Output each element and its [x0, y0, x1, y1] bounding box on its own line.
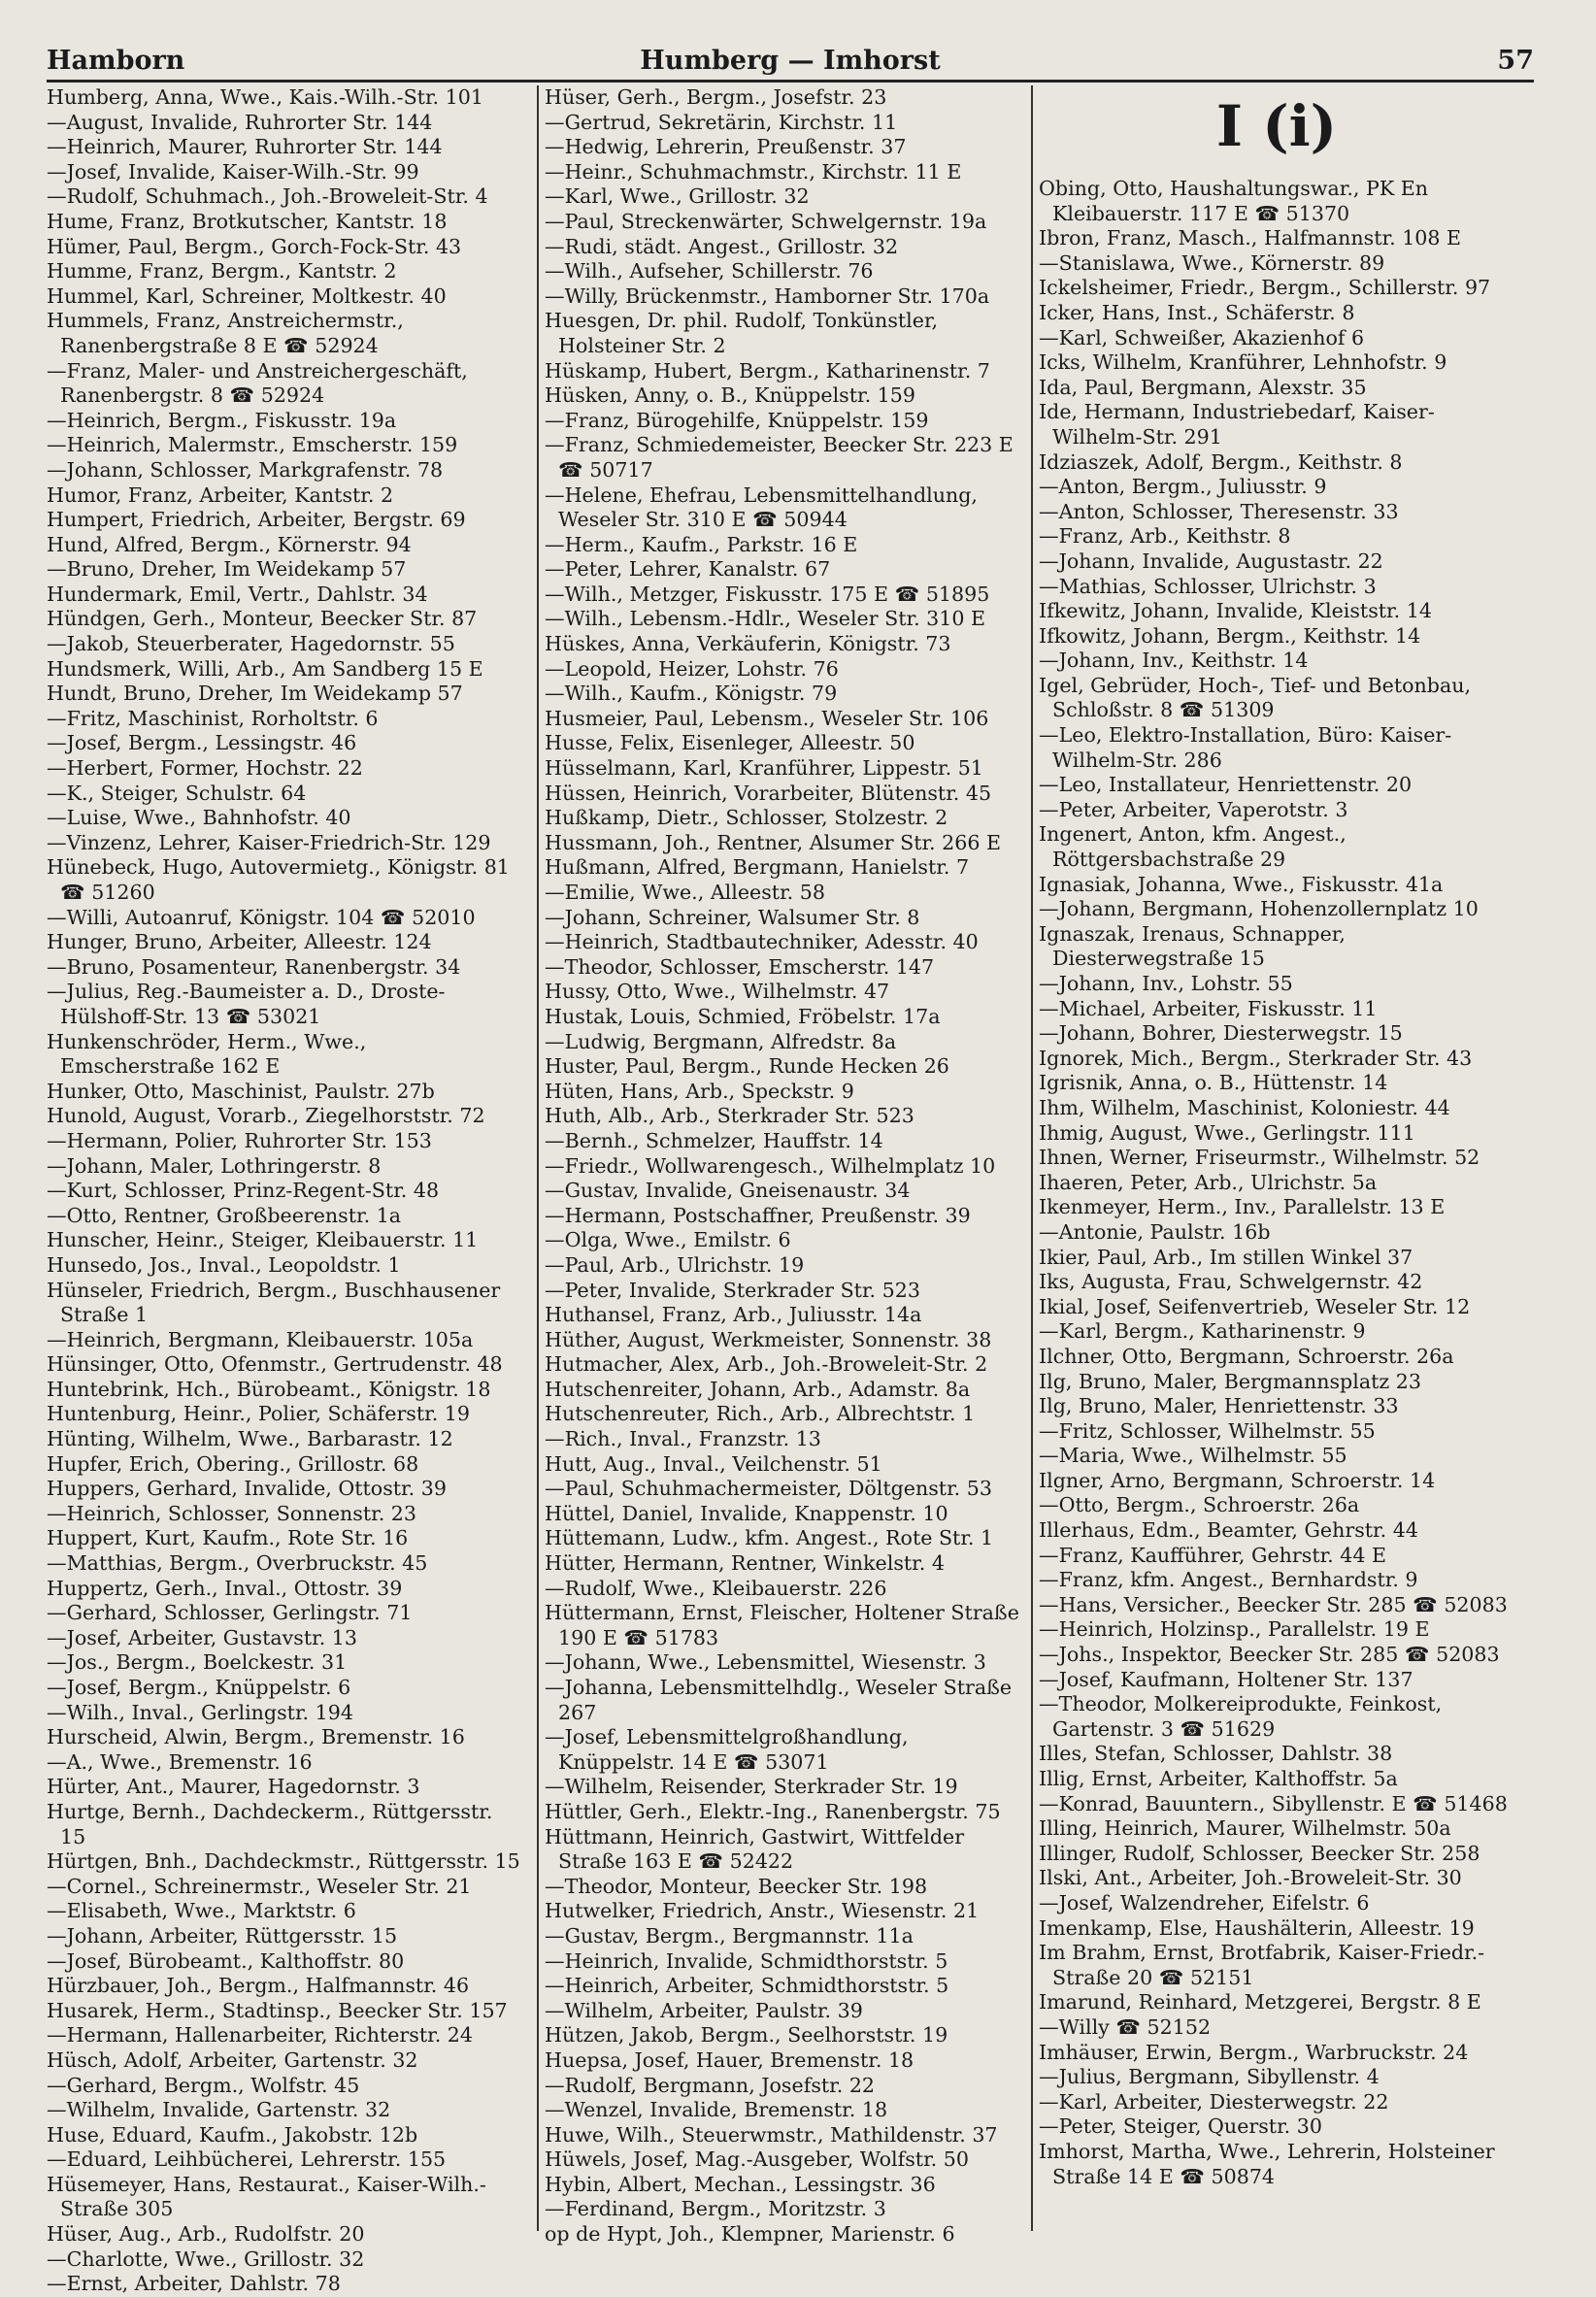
- section-letter: I (i): [1215, 93, 1338, 159]
- directory-entry: —Eduard, Leihbücherei, Lehrerstr. 155: [47, 2147, 447, 2172]
- directory-entry: Ibron, Franz, Masch., Halfmannstr. 108 E: [1039, 226, 1462, 250]
- directory-entry: Hutwelker, Friedrich, Anstr., Wiesenstr. 21: [545, 1899, 980, 1923]
- directory-entry: —Wilhelm, Reisender, Sterkrader Str. 19: [545, 1775, 958, 1799]
- directory-entry: —Hermann, Hallenarbeiter, Richterstr. 24: [47, 2023, 474, 2047]
- directory-entry: Hüsken, Anny, o. B., Knüppelstr. 159: [545, 383, 915, 408]
- directory-entry: Illes, Stefan, Schlosser, Dahlstr. 38: [1039, 1742, 1393, 1766]
- directory-entry: Humor, Franz, Arbeiter, Kantstr. 2: [47, 483, 394, 507]
- directory-entry: —Ernst, Arbeiter, Dahlstr. 78: [47, 2272, 341, 2296]
- directory-entry: Hunsedo, Jos., Inval., Leopoldstr. 1: [47, 1252, 401, 1277]
- directory-entry: —Josef, Lebensmittelgroßhandlung, Knüppelstr. 14 E ☎ 53071: [545, 1725, 909, 1774]
- directory-entry: —Franz, kfm. Angest., Bernhardstr. 9: [1039, 1568, 1418, 1592]
- directory-entry: Ignasiak, Johanna, Wwe., Fiskusstr. 41a: [1039, 872, 1444, 896]
- directory-entry: Icker, Hans, Inst., Schäferstr. 8: [1039, 300, 1355, 324]
- page-header: [47, 45, 1534, 83]
- directory-entry: Iks, Augusta, Frau, Schwelgernstr. 42: [1039, 1270, 1423, 1294]
- directory-entry: Illig, Ernst, Arbeiter, Kalthoffstr. 5a: [1039, 1767, 1398, 1790]
- directory-entry: —Karl, Bergm., Katharinenstr. 9: [1039, 1319, 1366, 1344]
- directory-entry: Hüttel, Daniel, Invalide, Knappenstr. 10: [545, 1501, 948, 1525]
- directory-entry: —Karl, Schweißer, Akazienhof 6: [1039, 325, 1365, 350]
- directory-entry: Hüser, Gerh., Bergm., Josefstr. 23: [545, 85, 887, 109]
- directory-entry: Idziaszek, Adolf, Bergm., Keithstr. 8: [1039, 449, 1403, 474]
- directory-entry: Huppert, Kurt, Kaufm., Rote Str. 16: [47, 1526, 409, 1550]
- directory-entry: —Heinr., Schuhmachmstr., Kirchstr. 11 E: [545, 159, 962, 183]
- directory-entry: Hüttmann, Heinrich, Gastwirt, Wittfelder Straße 163 E ☎ 52422: [545, 1824, 965, 1874]
- directory-entry: Hussmann, Joh., Rentner, Alsumer Str. 266 E: [545, 830, 1002, 854]
- directory-entry: Hutschenreiter, Johann, Arb., Adamstr. 8a: [545, 1377, 971, 1401]
- directory-entry: Hürter, Ant., Maurer, Hagedornstr. 3: [47, 1775, 420, 1799]
- directory-entry: Huppers, Gerhard, Invalide, Ottostr. 39: [47, 1477, 447, 1501]
- directory-entry: Hünebeck, Hugo, Autovermietg., Königstr. 81 ☎ 51260: [47, 855, 510, 904]
- directory-entry: Imhäuser, Erwin, Bergm., Warbruckstr. 24: [1039, 2040, 1469, 2064]
- directory-entry: —Heinrich, Malermstr., Emscherstr. 159: [47, 433, 458, 457]
- directory-entry: —Johann, Schlosser, Markgrafenstr. 78: [47, 457, 444, 482]
- header-center: Humberg — Imhorst: [640, 46, 941, 76]
- directory-entry: Hummels, Franz, Anstreichermstr., Ranenbergstraße 8 E ☎ 52924: [47, 309, 404, 357]
- directory-entry: —Wilhelm, Arbeiter, Paulstr. 39: [545, 1998, 863, 2022]
- directory-entry: Hünseler, Friedrich, Bergm., Buschhausener Straße 1: [47, 1278, 501, 1327]
- directory-entry: —Hans, Versicher., Beecker Str. 285 ☎ 52083: [1039, 1592, 1508, 1616]
- directory-entry: —Olga, Wwe., Emilstr. 6: [545, 1228, 791, 1252]
- directory-entry: —K., Steiger, Schulstr. 64: [47, 781, 307, 805]
- directory-entry: —Franz, Arb., Keithstr. 8: [1039, 524, 1291, 549]
- directory-entry: Ikier, Paul, Arb., Im stillen Winkel 37: [1039, 1245, 1413, 1269]
- directory-entry: Hüttermann, Ernst, Fleischer, Holtener Straße 190 E ☎ 51783: [545, 1601, 1019, 1649]
- directory-entry: —Anton, Schlosser, Theresenstr. 33: [1039, 499, 1399, 523]
- directory-entry: —Kurt, Schlosser, Prinz-Regent-Str. 48: [47, 1179, 440, 1203]
- directory-entry: Huse, Eduard, Kaufm., Jakobstr. 12b: [47, 2122, 418, 2147]
- directory-entry: —Heinrich, Stadtbautechniker, Adesstr. 40: [545, 930, 979, 954]
- directory-entry: —Paul, Schuhmachermeister, Döltgenstr. 53: [545, 1477, 992, 1501]
- directory-entry: Ihm, Wilhelm, Maschinist, Koloniestr. 44: [1039, 1095, 1450, 1119]
- page-number: 57: [1497, 46, 1534, 76]
- directory-entry: Im Brahm, Ernst, Brotfabrik, Kaiser-Friedr.-Straße 20 ☎ 52151: [1039, 1941, 1485, 1989]
- directory-entry: —Wilh., Metzger, Fiskusstr. 175 E ☎ 51895: [545, 582, 990, 606]
- directory-entry: —Stanislawa, Wwe., Körnerstr. 89: [1039, 250, 1385, 275]
- directory-entry: Hürtgen, Bnh., Dachdeckmstr., Rüttgersstr. 15: [47, 1849, 520, 1874]
- directory-entry: Hüten, Hans, Arb., Speckstr. 9: [545, 1079, 854, 1103]
- directory-entry: Illing, Heinrich, Maurer, Wilhelmstr. 50a: [1039, 1816, 1451, 1841]
- directory-entry: —Johann, Wwe., Lebensmittel, Wiesenstr. 3: [545, 1650, 986, 1675]
- directory-entry: —Friedr., Wollwarengesch., Wilhelmplatz 10: [545, 1153, 996, 1178]
- directory-entry: —Gerhard, Bergm., Wolfstr. 45: [47, 2073, 360, 2097]
- directory-entry: —Vinzenz, Lehrer, Kaiser-Friedrich-Str. 129: [47, 830, 491, 854]
- directory-entry: Ihaeren, Peter, Arb., Ulrichstr. 5a: [1039, 1170, 1378, 1194]
- directory-entry: Hutschenreuter, Rich., Arb., Albrechtstr. 1: [545, 1402, 976, 1426]
- directory-entry: Hummel, Karl, Schreiner, Moltkestr. 40: [47, 283, 447, 308]
- directory-entry: —Johann, Invalide, Augustastr. 22: [1039, 549, 1383, 573]
- directory-entry: —Paul, Streckenwärter, Schwelgernstr. 19a: [545, 209, 987, 233]
- directory-entry: —Theodor, Monteur, Beecker Str. 198: [545, 1874, 928, 1898]
- directory-entry: Hüther, August, Werkmeister, Sonnenstr. 38: [545, 1327, 992, 1351]
- directory-entry: —Johann, Bohrer, Diesterwegstr. 15: [1039, 1021, 1403, 1046]
- directory-entry: —Josef, Walzendreher, Eifelstr. 6: [1039, 1890, 1370, 1914]
- directory-entry: Ifkowitz, Johann, Bergm., Keithstr. 14: [1039, 623, 1421, 648]
- directory-entry: Hüttemann, Ludw., kfm. Angest., Rote Str. 1: [545, 1526, 994, 1550]
- directory-entry: Humme, Franz, Bergm., Kantstr. 2: [47, 259, 397, 283]
- column-3: [1031, 85, 1514, 2231]
- directory-entry: Ilg, Bruno, Maler, Bergmannsplatz 23: [1039, 1369, 1421, 1393]
- directory-entry: —Mathias, Schlosser, Ulrichstr. 3: [1039, 574, 1377, 598]
- directory-entry: —Herm., Kaufm., Parkstr. 16 E: [545, 532, 858, 556]
- directory-entry: Huesgen, Dr. phil. Rudolf, Tonkünstler, Holsteiner Str. 2: [545, 309, 939, 357]
- directory-entry: —Rudolf, Bergmann, Josefstr. 22: [545, 2073, 876, 2097]
- directory-entry: Ihmig, August, Wwe., Gerlingstr. 111: [1039, 1120, 1415, 1145]
- directory-entry: —Ludwig, Bergmann, Alfredstr. 8a: [545, 1029, 897, 1053]
- directory-entry: —Johann, Inv., Lohstr. 55: [1039, 972, 1293, 995]
- directory-entry: —Otto, Bergm., Schroerstr. 26a: [1039, 1493, 1360, 1517]
- directory-entry: Ilchner, Otto, Bergmann, Schroerstr. 26a: [1039, 1344, 1454, 1368]
- directory-entry: —Maria, Wwe., Wilhelmstr. 55: [1039, 1444, 1347, 1468]
- directory-entry: Ihnen, Werner, Friseurmstr., Wilhelmstr. 52: [1039, 1146, 1480, 1170]
- directory-entry: Hussy, Otto, Wwe., Wilhelmstr. 47: [545, 980, 890, 1004]
- directory-entry: Ilski, Ant., Arbeiter, Joh.-Broweleit-Str. 30: [1039, 1866, 1462, 1890]
- directory-entry: Hunscher, Heinr., Steiger, Kleibauerstr. 11: [47, 1228, 479, 1252]
- directory-entry: —Jakob, Steuerberater, Hagedornstr. 55: [47, 632, 455, 656]
- directory-entry: —Charlotte, Wwe., Grillostr. 32: [47, 2247, 365, 2271]
- directory-entry: Hustak, Louis, Schmied, Fröbelstr. 17a: [545, 1004, 941, 1028]
- directory-entry: Ingenert, Anton, kfm. Angest., Röttgersbachstraße 29: [1039, 822, 1347, 872]
- directory-entry: Ifkewitz, Johann, Invalide, Kleiststr. 14: [1039, 599, 1432, 623]
- directory-entry: Hüwels, Josef, Mag.-Ausgeber, Wolfstr. 50: [545, 2147, 969, 2172]
- directory-entry: Hutt, Aug., Inval., Veilchenstr. 51: [545, 1451, 882, 1476]
- directory-entry: Hundermark, Emil, Vertr., Dahlstr. 34: [47, 582, 428, 606]
- directory-entry: —Heinrich, Bergmann, Kleibauerstr. 105a: [47, 1327, 474, 1351]
- directory-entry: —Heinrich, Holzinsp., Parallelstr. 19 E: [1039, 1617, 1430, 1642]
- directory-entry: —A., Wwe., Bremenstr. 16: [47, 1749, 313, 1774]
- directory-entry: Hümer, Paul, Bergm., Gorch-Fock-Str. 43: [47, 234, 462, 258]
- directory-entry: op de Hypt, Joh., Klempner, Marienstr. 6: [545, 2222, 955, 2247]
- directory-entry: Igel, Gebrüder, Hoch-, Tief- und Betonbau, Schloßstr. 8 ☎ 51309: [1039, 673, 1472, 722]
- directory-entry: Huth, Alb., Arb., Sterkrader Str. 523: [545, 1104, 914, 1128]
- directory-entry: Hüsselmann, Karl, Kranführer, Lippestr. 51: [545, 756, 983, 781]
- directory-entry: —Josef, Bergm., Knüppelstr. 6: [47, 1676, 351, 1699]
- directory-entry: —Johann, Inv., Keithstr. 14: [1039, 649, 1309, 673]
- directory-entry: —Peter, Arbeiter, Vaperotstr. 3: [1039, 797, 1348, 821]
- directory-entry: —Gertrud, Sekretärin, Kirchstr. 11: [545, 110, 898, 134]
- directory-entry: —Josef, Bürobeamt., Kalthoffstr. 80: [47, 1948, 405, 1973]
- directory-entry: Humpert, Friedrich, Arbeiter, Bergstr. 69: [47, 508, 466, 532]
- directory-entry: —Gustav, Bergm., Bergmannstr. 11a: [545, 1923, 914, 1947]
- directory-entry: —Johann, Bergmann, Hohenzollernplatz 10: [1039, 897, 1479, 921]
- directory-entry: Hüser, Aug., Arb., Rudolfstr. 20: [47, 2222, 365, 2247]
- directory-entry: Imenkamp, Else, Haushälterin, Alleestr. 19: [1039, 1915, 1475, 1940]
- directory-entry: —Heinrich, Bergm., Fiskusstr. 19a: [47, 408, 397, 432]
- directory-entry: Hunold, August, Vorarb., Ziegelhorststr. 72: [47, 1104, 485, 1128]
- directory-entry: Hutmacher, Alex, Arb., Joh.-Broweleit-Str. 2: [545, 1352, 988, 1377]
- directory-entry: Imarund, Reinhard, Metzgerei, Bergstr. 8 E: [1039, 1990, 1481, 2014]
- directory-entry: Huthansel, Franz, Arb., Juliusstr. 14a: [545, 1303, 922, 1327]
- directory-entry: Hunkenschröder, Herm., Wwe., Emscherstraße 162 E: [47, 1029, 367, 1079]
- directory-entry: —Wilh., Kaufm., Königstr. 79: [545, 682, 838, 706]
- directory-entry: Obing, Otto, Haushaltungswar., PK En Kleibauerstr. 117 E ☎ 51370: [1039, 177, 1429, 225]
- directory-entry: —Julius, Reg.-Baumeister a. D., Droste-Hülshoff-Str. 13 ☎ 53021: [47, 980, 446, 1028]
- directory-entry: Hurscheid, Alwin, Bergm., Bremenstr. 16: [47, 1725, 465, 1749]
- directory-entry: Huster, Paul, Bergm., Runde Hecken 26: [545, 1054, 949, 1079]
- directory-entry: —Willi, Autoanruf, Königstr. 104 ☎ 52010: [47, 905, 476, 929]
- directory-entry: —Elisabeth, Wwe., Marktstr. 6: [47, 1899, 356, 1923]
- directory-entry: Hund, Alfred, Bergm., Körnerstr. 94: [47, 532, 412, 556]
- directory-entry: —Leo, Elektro-Installation, Büro: Kaiser-Wilhelm-Str. 286: [1039, 723, 1452, 772]
- directory-entry: Hünsinger, Otto, Ofenmstr., Gertrudenstr. 48: [47, 1352, 503, 1377]
- directory-entry: —Hedwig, Lehrerin, Preußenstr. 37: [545, 135, 907, 159]
- directory-entry: —Paul, Arb., Ulrichstr. 19: [545, 1252, 805, 1277]
- directory-entry: —Franz, Schmiedemeister, Beecker Str. 223 E ☎ 50717: [545, 433, 1014, 482]
- directory-entry: —Johann, Arbeiter, Rüttgersstr. 15: [47, 1923, 398, 1947]
- directory-entry: Illerhaus, Edm., Beamter, Gehrstr. 44: [1039, 1518, 1418, 1543]
- directory-entry: —Matthias, Bergm., Overbruckstr. 45: [47, 1551, 428, 1576]
- directory-entry: —Heinrich, Arbeiter, Schmidthorststr. 5: [545, 1974, 949, 1998]
- directory-entry: —Josef, Bergm., Lessingstr. 46: [47, 731, 357, 755]
- directory-entry: —Johs., Inspektor, Beecker Str. 285 ☎ 52083: [1039, 1643, 1500, 1667]
- directory-entry: —Bernh., Schmelzer, Hauffstr. 14: [545, 1128, 883, 1152]
- directory-entry: —Hermann, Polier, Ruhrorter Str. 153: [47, 1128, 432, 1152]
- directory-entry: —Franz, Bürogehilfe, Knüppelstr. 159: [545, 408, 929, 432]
- directory-entry: Hüskes, Anna, Verkäuferin, Königstr. 73: [545, 632, 951, 656]
- directory-entry: Husse, Felix, Eisenleger, Alleestr. 50: [545, 731, 915, 755]
- directory-entry: Ickelsheimer, Friedr., Bergm., Schillerstr. 97: [1039, 276, 1491, 300]
- directory-entry: —Bruno, Dreher, Im Weidekamp 57: [47, 557, 407, 582]
- directory-entry: Hüskamp, Hubert, Bergm., Katharinenstr. 7: [545, 358, 990, 383]
- column-1: [47, 85, 522, 2297]
- directory-entry: —Konrad, Bauuntern., Sibyllenstr. E ☎ 51468: [1039, 1791, 1508, 1815]
- directory-entry: Ilg, Bruno, Maler, Henriettenstr. 33: [1039, 1394, 1399, 1418]
- directory-entry: —Bruno, Posamenteur, Ranenbergstr. 34: [47, 954, 461, 979]
- directory-entry: —Karl, Wwe., Grillostr. 32: [545, 184, 810, 209]
- directory-entry: Huepsa, Josef, Hauer, Bremenstr. 18: [545, 2047, 914, 2072]
- directory-entry: Hurtge, Bernh., Dachdeckerm., Rüttgersstr. 15: [47, 1799, 493, 1848]
- directory-entry: —Karl, Arbeiter, Diesterwegstr. 22: [1039, 2089, 1389, 2114]
- directory-entry: Husmeier, Paul, Lebensm., Weseler Str. 106: [545, 706, 989, 730]
- directory-entry: Ida, Paul, Bergmann, Alexstr. 35: [1039, 375, 1367, 399]
- directory-entry: Ignorek, Mich., Bergm., Sterkrader Str. 43: [1039, 1046, 1473, 1070]
- directory-entry: Hunker, Otto, Maschinist, Paulstr. 27b: [47, 1079, 435, 1103]
- directory-entry: —Heinrich, Invalide, Schmidthorststr. 5: [545, 1948, 948, 1973]
- directory-entry: —Theodor, Schlosser, Emscherstr. 147: [545, 954, 935, 979]
- directory-entry: Hündgen, Gerh., Monteur, Beecker Str. 87: [47, 607, 478, 631]
- directory-entry: Hünting, Wilhelm, Wwe., Barbarastr. 12: [47, 1427, 453, 1451]
- directory-entry: Imhorst, Martha, Wwe., Lehrerin, Holsteiner Straße 14 E ☎ 50874: [1039, 2139, 1495, 2188]
- directory-entry: Hußkamp, Dietr., Schlosser, Stolzestr. 2: [545, 806, 948, 830]
- directory-entry: —Gerhard, Schlosser, Gerlingstr. 71: [47, 1601, 413, 1625]
- directory-entry: Huntebrink, Hch., Bürobeamt., Königstr. 18: [47, 1377, 491, 1401]
- directory-entry: —Josef, Invalide, Kaiser-Wilh.-Str. 99: [47, 159, 419, 183]
- directory-entry: —Wenzel, Invalide, Bremenstr. 18: [545, 2098, 888, 2122]
- directory-entry: Hürzbauer, Joh., Bergm., Halfmannstr. 46: [47, 1974, 470, 1998]
- directory-entry: Hüsch, Adolf, Arbeiter, Gartenstr. 32: [47, 2047, 418, 2072]
- directory-entry: —Leo, Installateur, Henriettenstr. 20: [1039, 773, 1413, 797]
- directory-entry: —Heinrich, Maurer, Ruhrorter Str. 144: [47, 135, 443, 159]
- directory-entry: —Rudi, städt. Angest., Grillostr. 32: [545, 234, 899, 258]
- directory-entry: —August, Invalide, Ruhrorter Str. 144: [47, 110, 433, 134]
- directory-entry: —Johann, Maler, Lothringerstr. 8: [47, 1153, 382, 1178]
- directory-entry: —Wilhelm, Invalide, Gartenstr. 32: [47, 2098, 391, 2122]
- directory-entry: Ide, Hermann, Industriebedarf, Kaiser-Wilhelm-Str. 291: [1039, 400, 1435, 449]
- directory-entry: Hume, Franz, Brotkutscher, Kantstr. 18: [47, 209, 448, 233]
- directory-entry: Hütter, Hermann, Rentner, Winkelstr. 4: [545, 1551, 945, 1576]
- directory-entry: —Peter, Lehrer, Kanalstr. 67: [545, 557, 831, 582]
- directory-entry: Huwe, Wilh., Steuerwmstr., Mathildenstr. 37: [545, 2122, 998, 2147]
- directory-entry: —Franz, Maler- und Anstreichergeschäft, Ranenbergstr. 8 ☎ 52924: [47, 358, 468, 408]
- directory-entry: Huntenburg, Heinr., Polier, Schäferstr. 19: [47, 1402, 471, 1426]
- directory-entry: —Wilh., Aufseher, Schillerstr. 76: [545, 259, 874, 283]
- directory-entry: Hupfer, Erich, Obering., Grillostr. 68: [47, 1451, 419, 1476]
- directory-entry: —Peter, Invalide, Sterkrader Str. 523: [545, 1278, 920, 1302]
- directory-entry: —Emilie, Wwe., Alleestr. 58: [545, 881, 825, 904]
- directory-entry: Humberg, Anna, Wwe., Kais.-Wilh.-Str. 101: [47, 85, 483, 109]
- directory-entry: —Rich., Inval., Franzstr. 13: [545, 1427, 821, 1451]
- directory-entry: —Johanna, Lebensmittelhdlg., Weseler Straße 267: [545, 1676, 1013, 1724]
- directory-entry: Ignaszak, Irenaus, Schnapper, Diesterwegstraße 15: [1039, 921, 1346, 971]
- directory-entry: —Wilh., Inval., Gerlingstr. 194: [47, 1700, 353, 1724]
- directory-entry: —Josef, Arbeiter, Gustavstr. 13: [47, 1625, 357, 1649]
- directory-entry: —Wilh., Lebensm.-Hdlr., Weseler Str. 310 E: [545, 607, 986, 631]
- directory-entry: Igrisnik, Anna, o. B., Hüttenstr. 14: [1039, 1071, 1388, 1095]
- directory-entry: Hützen, Jakob, Bergm., Seelhorststr. 19: [545, 2023, 948, 2047]
- directory-entry: —Luise, Wwe., Bahnhofstr. 40: [47, 806, 351, 830]
- directory-entry: Hüssen, Heinrich, Vorarbeiter, Blütenstr. 45: [545, 781, 992, 805]
- directory-entry: —Heinrich, Schlosser, Sonnenstr. 23: [47, 1501, 417, 1525]
- directory-entry: —Willy ☎ 52152: [1039, 2014, 1212, 2039]
- directory-entry: Hybin, Albert, Mechan., Lessingstr. 36: [545, 2172, 936, 2196]
- directory-entry: —Rudolf, Wwe., Kleibauerstr. 226: [545, 1576, 887, 1600]
- directory-entry: —Josef, Kaufmann, Holtener Str. 137: [1039, 1667, 1413, 1691]
- directory-entry: Illinger, Rudolf, Schlosser, Beecker Str. 258: [1039, 1841, 1480, 1865]
- directory-entry: —Herbert, Former, Hochstr. 22: [47, 756, 363, 781]
- directory-entry: Hundsmerk, Willi, Arb., Am Sandberg 15 E: [47, 656, 483, 681]
- directory-entry: —Otto, Rentner, Großbeerenstr. 1a: [47, 1203, 402, 1227]
- directory-entry: —Johann, Schreiner, Walsumer Str. 8: [545, 905, 920, 929]
- directory-entry: —Ferdinand, Bergm., Moritzstr. 3: [545, 2197, 886, 2221]
- directory-entry: Ikial, Josef, Seifenvertrieb, Weseler Str. 12: [1039, 1294, 1471, 1318]
- directory-entry: —Gustav, Invalide, Gneisenaustr. 34: [545, 1179, 911, 1203]
- directory-entry: —Theodor, Molkereiprodukte, Feinkost, Gartenstr. 3 ☎ 51629: [1039, 1692, 1443, 1741]
- directory-entry: Hunger, Bruno, Arbeiter, Alleestr. 124: [47, 930, 432, 954]
- directory-entry: Huppertz, Gerh., Inval., Ottostr. 39: [47, 1576, 403, 1600]
- directory-entry: —Rudolf, Schuhmach., Joh.-Broweleit-Str. 4: [47, 184, 488, 209]
- directory-entry: Hüsemeyer, Hans, Restaurat., Kaiser-Wilh.-Straße 305: [47, 2172, 486, 2221]
- directory-entry: Hundt, Bruno, Dreher, Im Weidekamp 57: [47, 682, 463, 706]
- directory-entry: —Peter, Steiger, Querstr. 30: [1039, 2114, 1322, 2139]
- directory-entry: —Leopold, Heizer, Lohstr. 76: [545, 656, 839, 681]
- directory-entry: —Helene, Ehefrau, Lebensmittelhandlung, Weseler Str. 310 E ☎ 50944: [545, 483, 978, 532]
- directory-entry: Ikenmeyer, Herm., Inv., Parallelstr. 13 E: [1039, 1195, 1446, 1219]
- directory-entry: Hüttler, Gerh., Elektr.-Ing., Ranenbergstr. 75: [545, 1799, 1001, 1823]
- directory-entry: —Fritz, Schlosser, Wilhelmstr. 55: [1039, 1418, 1376, 1443]
- directory-entry: Hußmann, Alfred, Bergmann, Hanielstr. 7: [545, 855, 970, 880]
- directory-entry: —Anton, Bergm., Juliusstr. 9: [1039, 475, 1327, 499]
- directory-entry: Ilgner, Arno, Bergmann, Schroerstr. 14: [1039, 1468, 1436, 1492]
- directory-entry: —Antonie, Paulstr. 16b: [1039, 1219, 1271, 1244]
- directory-entry: Husarek, Herm., Stadtinsp., Beecker Str. 157: [47, 1998, 508, 2022]
- column-2: [537, 85, 1020, 2247]
- directory-entry: —Franz, Kaufführer, Gehrstr. 44 E: [1039, 1543, 1387, 1567]
- directory-entry: Icks, Wilhelm, Kranführer, Lehnhofstr. 9: [1039, 350, 1447, 375]
- directory-entry: —Hermann, Postschaffner, Preußenstr. 39: [545, 1203, 971, 1227]
- directory-entry: —Willy, Brückenmstr., Hamborner Str. 170a: [545, 283, 990, 308]
- directory-entry: —Michael, Arbeiter, Fiskusstr. 11: [1039, 996, 1378, 1020]
- header-left: Hamborn: [47, 46, 185, 76]
- directory-entry: —Cornel., Schreinermstr., Weseler Str. 21: [47, 1874, 472, 1898]
- directory-entry: —Fritz, Maschinist, Rorholtstr. 6: [47, 706, 379, 730]
- directory-entry: —Jos., Bergm., Boelckestr. 31: [47, 1650, 348, 1675]
- directory-entry: —Julius, Bergmann, Sibyllenstr. 4: [1039, 2065, 1380, 2089]
